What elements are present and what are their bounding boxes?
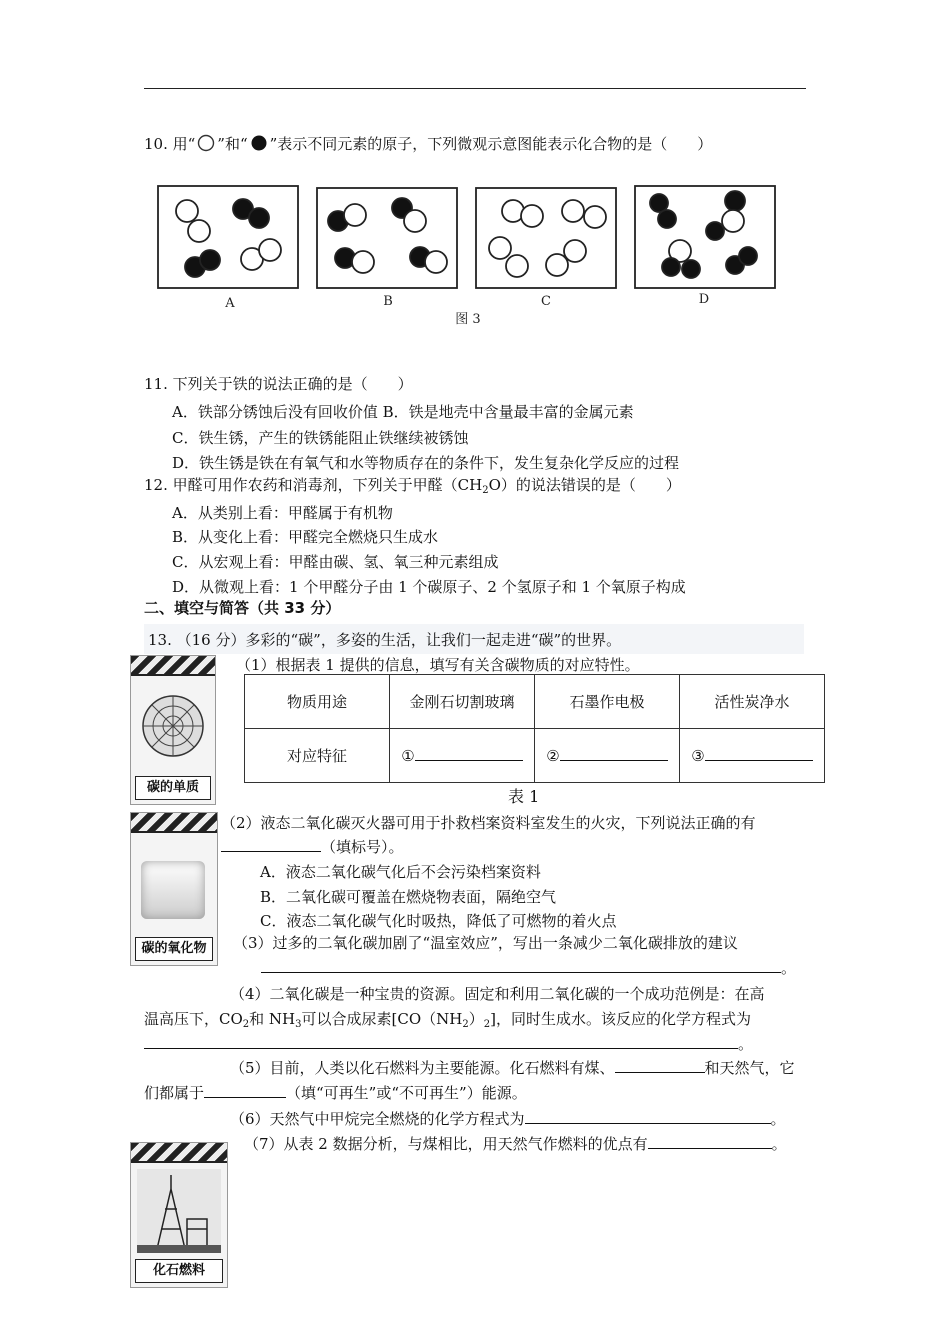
fullerene-icon — [139, 684, 207, 768]
oil-rig-icon — [137, 1169, 221, 1253]
table-cell: 物质用途 — [245, 675, 390, 729]
q13-part-3: （3）过多的二氧化碳加剧了“温室效应”，写出一条减少二氧化碳排放的建议 — [233, 934, 738, 952]
q12-option-d: D．从微观上看：1 个甲醛分子由 1 个碳原子、2 个氢原子和 1 个氧原子构成 — [172, 578, 686, 596]
q13-part-5: （5）目前，人类以化石燃料为主要能源。化石燃料有煤、 和天然气，它 — [230, 1059, 795, 1077]
q12-stem: 12. 甲醛可用作农药和消毒剂，下列关于甲醛$(CH_2O)$的说法错误的是（ ） — [144, 476, 681, 496]
q13-part-5-cont: 们都属于 （填“可再生”或“不可再生”）能源。 — [144, 1084, 527, 1102]
figure-caption: 图 3 — [455, 312, 481, 327]
q13-part-4: （4）二氧化碳是一种宝贵的资源。固定和利用二氧化碳的一个成功范例是：在高 — [230, 985, 765, 1003]
table-row — [245, 675, 825, 729]
dry-ice-icon — [141, 861, 205, 919]
fossil-fuel-picture: 化石燃料 — [130, 1142, 228, 1288]
table-cell: 石墨作电极 — [535, 675, 680, 729]
q12-option-c: C．从宏观上看：甲醛由碳、氢、氧三种元素组成 — [172, 553, 499, 571]
black-atom-icon — [248, 134, 270, 152]
answer-cell-1[interactable]: ① — [390, 729, 535, 783]
answer-blank-5a[interactable] — [615, 1058, 705, 1073]
q11-stem: 11. 下列关于铁的说法正确的是（ ） — [144, 375, 413, 393]
q13-part-4-answer: 。 — [144, 1034, 753, 1054]
answer-blank-7[interactable] — [648, 1134, 772, 1149]
carbon-element-picture: 碳的单质 — [130, 655, 216, 805]
box-a — [158, 186, 298, 288]
answer-blank-6[interactable] — [525, 1109, 771, 1124]
q11-option-a-b: A．铁部分锈蚀后没有回收价值 B．铁是地壳中含量最丰富的金属元素 — [172, 403, 634, 421]
carbon-oxide-picture: 碳的氧化物 — [130, 812, 218, 966]
table-row — [245, 729, 825, 783]
q13-part-3-answer: 。 — [261, 958, 796, 978]
answer-blank-2[interactable] — [221, 837, 321, 852]
q13-part-2-option-c: C．液态二氧化碳气化时吸热，降低了可燃物的着火点 — [260, 912, 617, 930]
table-cell: 金刚石切割玻璃 — [390, 675, 535, 729]
q13-part-2-option-b: B．二氧化碳可覆盖在燃烧物表面，隔绝空气 — [260, 888, 557, 906]
answer-blank-5b[interactable] — [204, 1083, 286, 1098]
section-2-title: 二、填空与简答（共 33 分） — [144, 599, 341, 617]
q13-stem: 13. （16 分）多彩的“碳”，多姿的生活，让我们一起走进“碳”的世界。 — [148, 631, 622, 649]
q11-option-c: C．铁生锈，产生的铁锈能阻止铁继续被锈蚀 — [172, 429, 469, 447]
q10-stem: 10. 用“ ”和“ ”表示不同元素的原子，下列微观示意图能表示化合物的是（ ） — [144, 135, 713, 153]
q13-part-7: （7）从表 2 数据分析，与煤相比，用天然气作燃料的优点有 。 — [244, 1135, 787, 1153]
q13-part-2-answer: （填标号）。 — [221, 837, 404, 857]
header-rule — [144, 88, 806, 89]
q12-option-b: B．从变化上看：甲醛完全燃烧只生成水 — [172, 528, 439, 546]
table-cell: 对应特征 — [245, 729, 390, 783]
q12-option-a: A．从类别上看：甲醛属于有机物 — [172, 504, 393, 522]
label-d: D — [698, 292, 710, 307]
label-a: A — [225, 296, 235, 311]
table-cell: 活性炭净水 — [680, 675, 825, 729]
q13-part-2: （2）液态二氧化碳灭火器可用于扑救档案资料室发生的火灾，下列说法正确的有 — [221, 814, 756, 832]
answer-cell-3[interactable]: ③ — [680, 729, 825, 783]
q13-part-1: （1）根据表 1 提供的信息，填写有关含碳物质的对应特性。 — [236, 656, 640, 674]
answer-cell-2[interactable]: ② — [535, 729, 680, 783]
table-1 — [244, 674, 825, 783]
answer-blank-3[interactable] — [261, 958, 781, 973]
label-b: B — [383, 294, 393, 309]
white-atom-icon — [195, 134, 217, 152]
label-c: C — [541, 294, 551, 309]
q13-part-6: （6）天然气中甲烷完全燃烧的化学方程式为 。 — [230, 1110, 786, 1128]
q13-part-4-cont: 温高压下，$CO_2$和 $NH_3$可以合成尿素$[CO(NH_2)_2]$，同时生成水。该反应的化学方程式为 — [144, 1010, 751, 1030]
q13-part-2-option-a: A．液态二氧化碳气化后不会污染档案资料 — [260, 863, 541, 881]
figure-3-molecule-diagrams — [155, 183, 780, 333]
table-1-caption: 表 1 — [508, 787, 540, 806]
q11-option-d: D．铁生锈是铁在有氧气和水等物质存在的条件下，发生复杂化学反应的过程 — [172, 454, 680, 472]
answer-blank-4[interactable] — [144, 1034, 738, 1049]
